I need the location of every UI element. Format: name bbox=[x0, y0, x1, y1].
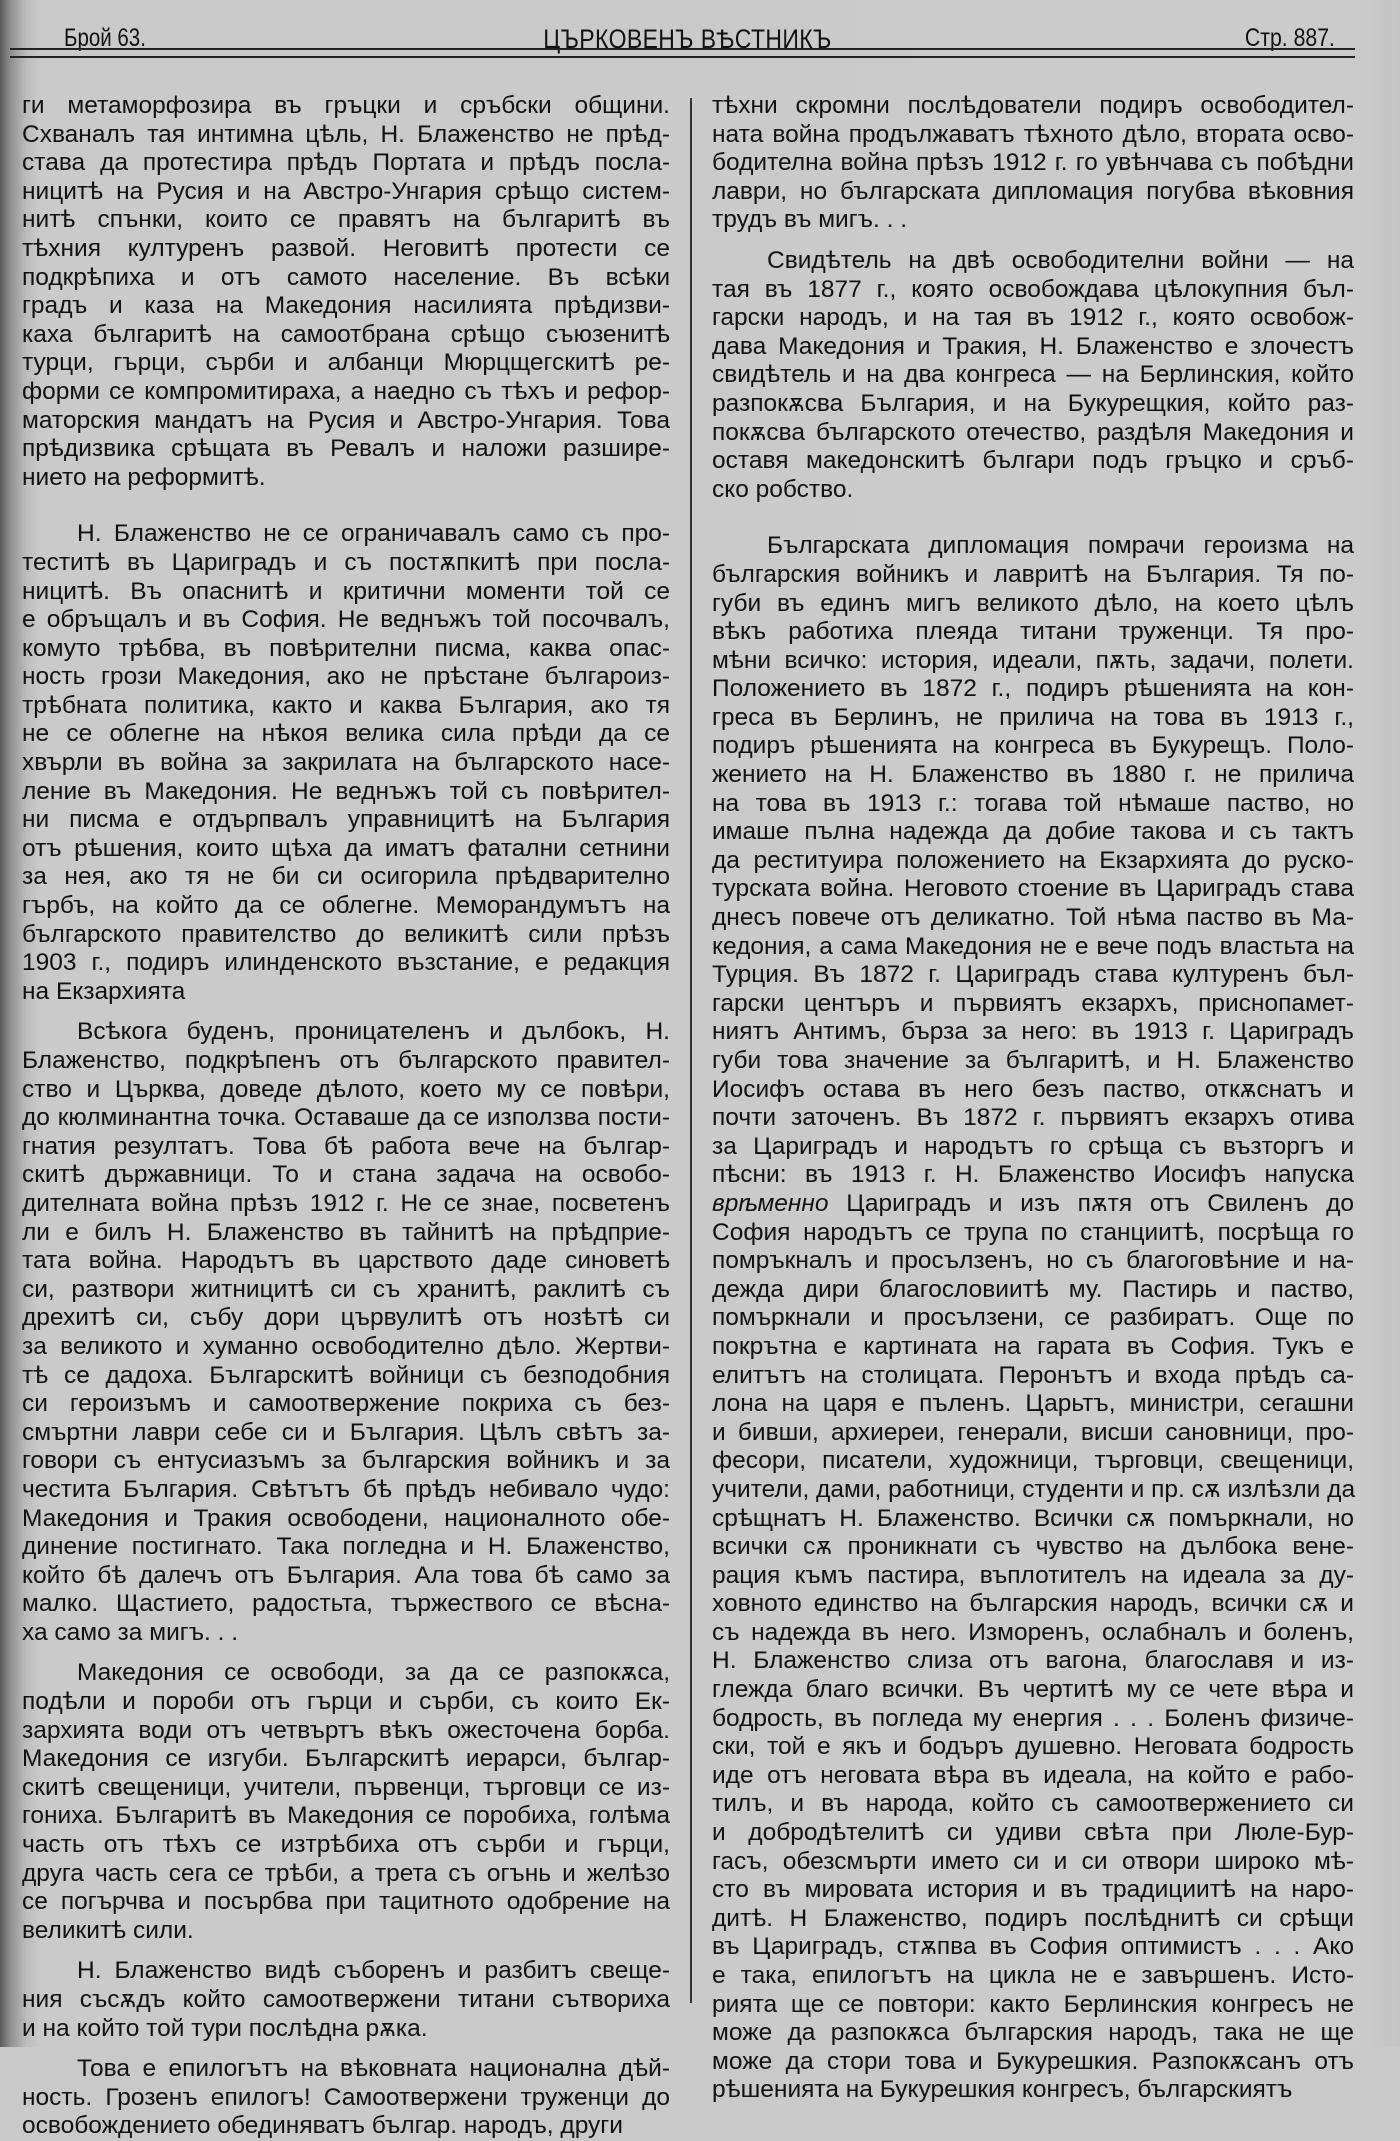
text-line: рията ще се повтори: както Берлинския конгресъ не bbox=[712, 1990, 1354, 2018]
text-line: пѣсни: въ 1913 г. Н. Блаженство Иосифъ напуска bbox=[712, 1161, 1354, 1189]
text-line: помръкналъ и просълзенъ, но съ благоговѣние и на- bbox=[712, 1247, 1354, 1275]
text-line: каха българитѣ на самоотбрана срѣщо съюзенитѣ bbox=[22, 320, 670, 348]
text-line: ство и Църква, доведе дѣлото, което му се повѣри, bbox=[22, 1075, 670, 1103]
text-line: Н. Блаженство не се ограничавалъ само съ про- bbox=[77, 520, 670, 548]
text-line: българския войникъ и лавритѣ на България. Тя по- bbox=[712, 560, 1354, 588]
text-line: тата война. Народътъ въ царството даде синоветѣ bbox=[22, 1247, 670, 1275]
text-line: може да разпокѫса българския народъ, така не ще bbox=[712, 2019, 1354, 2047]
text-line: съ надежда въ него. Изморенъ, ослабналъ и боленъ, bbox=[712, 1618, 1354, 1646]
text-line: Блаженство, подкрѣпенъ отъ българското правител- bbox=[22, 1047, 670, 1074]
text-line: зархията води отъ четвъртъ вѣкъ ожесточена борба. bbox=[22, 1716, 670, 1744]
right-column bbox=[712, 92, 1354, 2105]
text-line: Положението въ 1872 г., подиръ рѣшенията на кон- bbox=[712, 675, 1354, 703]
text-line: сто въ мировата история и въ традициитѣ на наро- bbox=[712, 1876, 1354, 1904]
text-line: Това е епилогътъ на вѣковната национална дѣй- bbox=[77, 2055, 670, 2083]
text-line: тилъ, и въ народа, който съ самоотвержението си bbox=[712, 1790, 1354, 1818]
text-line: учители, дами, работници, студенти и пр. сѫ излѣзли да bbox=[712, 1475, 1356, 1503]
text-line: гнатия резултатъ. Това бѣ работа вече на българ- bbox=[22, 1132, 670, 1160]
text-line: българското правителство до великитѣ сили прѣзъ bbox=[22, 920, 670, 948]
text-line: лаври, но българската дипломация погубва вѣковния bbox=[712, 177, 1354, 205]
text-line: кедония, а сама Македония не е вече подъ властьта на bbox=[712, 932, 1354, 960]
text-line: на Екзархията bbox=[22, 977, 186, 1005]
text-line: дежда дири благословиитѣ му. Пастирь и паство, bbox=[712, 1275, 1354, 1303]
text-line: форми се компромитираха, а наедно съ тѣхъ и рефор- bbox=[22, 377, 670, 405]
text-line: и бивши, архиереи, генерали, висши сановници, про- bbox=[712, 1418, 1354, 1446]
text-line: ско робство. bbox=[712, 475, 854, 503]
text-line: врѣменно Цариградъ и изъ пѫтя отъ Свиленъ до bbox=[712, 1189, 1354, 1217]
italic-word: врѣменно bbox=[712, 1189, 829, 1217]
text-line: хвърли въ война за закрилата на българското насе- bbox=[22, 749, 670, 777]
newspaper-title: ЦЪРКОВЕНЪ ВѢСТНИКЪ bbox=[543, 24, 832, 54]
text-line: комуто трѣбва, въ повѣрителни писма, каква опас- bbox=[22, 634, 670, 662]
text-line: за великото и хуманно освободително дѣло. Жертви- bbox=[22, 1332, 670, 1360]
text-line: говори съ ентусиазъмъ за българския войникъ и за bbox=[22, 1447, 670, 1475]
text-line: рѣшенията на Букурешкия конгресъ, българскиятъ bbox=[712, 2076, 1293, 2104]
text-line: ницитѣ. Въ опаснитѣ и критични моменти той се bbox=[22, 577, 670, 605]
text-line: който бѣ далечъ отъ България. Ала това бѣ само за bbox=[22, 1561, 670, 1589]
text-line: освобождението обединяватъ българ. народъ, други bbox=[22, 2112, 623, 2140]
text-line: скитѣ държавници. То и стана задача на освобо- bbox=[22, 1161, 670, 1189]
text-line: се погърчва и посърбва при тацитното одобрение на bbox=[22, 1888, 670, 1916]
text-line: дитѣ. Н Блаженство, подиръ послѣднитѣ си срѣщи bbox=[712, 1904, 1354, 1932]
text-line: ски, той е якъ и бодъръ душевно. Неговата бодрость bbox=[712, 1733, 1354, 1761]
text-line: Н. Блаженство видѣ съборенъ и разбитъ свеще- bbox=[77, 1957, 670, 1985]
paragraph bbox=[22, 2055, 670, 2141]
text-line: нитѣ спънки, които се правятъ на българитѣ въ bbox=[22, 206, 670, 234]
text-line: до кюлминантна точка. Оставаше да се използва пости- bbox=[22, 1104, 670, 1132]
text-line: Н. Блаженство слиза отъ вагона, благославя и из- bbox=[712, 1647, 1354, 1675]
text-line: дителната война прѣзъ 1912 г. Не се знае, посветенъ bbox=[22, 1189, 670, 1217]
text-line: честита България. Свѣтътъ бѣ прѣдъ небивало чудо: bbox=[22, 1475, 670, 1503]
text-line: ния съсѫдъ който самоотвержени титани сътвориха bbox=[22, 1986, 670, 2013]
text-line: трудъ въ мигъ. . . bbox=[712, 206, 908, 234]
text-line: дрехитѣ си, събу дори цървулитѣ отъ нозѣтѣ си bbox=[22, 1304, 670, 1332]
text-line: помъркнали и просълзени, се разбиратъ. Още по bbox=[712, 1304, 1354, 1332]
text-line: теститѣ въ Цариградъ и съ постѫпкитѣ при посла- bbox=[22, 548, 670, 576]
header-double-rule bbox=[10, 48, 1355, 58]
text-line: динение постигнато. Така погледна и Н. Блаженство, bbox=[22, 1533, 670, 1561]
text-line: гарски народъ, и на тая въ 1912 г., която освобож- bbox=[712, 304, 1354, 332]
paragraph bbox=[22, 1957, 670, 2043]
text-line: за Цариградъ и народътъ го срѣща съ възторгъ и bbox=[712, 1132, 1354, 1160]
text-line: ление въ Македония. Не веднъжъ той съ повѣрител- bbox=[22, 777, 670, 805]
text-line: ги метаморфозира въ гръцки и сръбски общини. bbox=[22, 92, 670, 119]
text-line: става да протестира прѣдъ Портата и прѣдъ посла- bbox=[22, 149, 670, 177]
text-line: ли е билъ Н. Блаженство въ тайнитѣ на прѣдприе- bbox=[22, 1218, 670, 1246]
text-line: тая въ 1877 г., която освобождава цѣлокупния бъл- bbox=[712, 275, 1354, 303]
paragraph bbox=[22, 1659, 670, 1945]
text-line: жението на Н. Блаженство въ 1880 г. не прилича bbox=[712, 761, 1354, 789]
text-line: Турция. Въ 1872 г. Цариградъ става културенъ бъл- bbox=[712, 961, 1354, 989]
text-line: отъ рѣшения, които щѣха да иматъ фатални сетнини bbox=[22, 834, 670, 862]
text-line: ни писма е отдърпвалъ управницитѣ на България bbox=[22, 806, 670, 834]
text-line: на това въ 1913 г.: тогава той нѣмаше паство, но bbox=[712, 789, 1354, 817]
text-line: София народътъ се трупа по станциитѣ, посрѣща го bbox=[712, 1218, 1354, 1246]
text-line: гасъ, обезсмърти името си и си отвори широко мѣ- bbox=[712, 1847, 1354, 1875]
text-line: смъртни лаври себе си и България. Цѣлъ свѣтъ за- bbox=[22, 1418, 670, 1446]
text-line: великитѣ сили. bbox=[22, 1916, 194, 1944]
text-line: прѣдизвика срѣщата въ Ревалъ и наложи разшире- bbox=[22, 435, 670, 463]
paragraph bbox=[712, 532, 1354, 2105]
text-line: Иосифъ остава въ него безъ паство, откѫснатъ и bbox=[712, 1075, 1354, 1103]
text-line: може да стори това и Букурешкия. Разпокѫсанъ отъ bbox=[712, 2047, 1354, 2075]
text-line: трѣбната политика, както и каква България, ако тя bbox=[22, 691, 670, 719]
text-line: и добродѣтелитѣ си удиви свѣта при Люле-Бур- bbox=[712, 1819, 1354, 1847]
text-line: да реституира положението на Екзархията до руско- bbox=[712, 846, 1354, 874]
text-line: тѣхни скромни послѣдователи подиръ освободител- bbox=[712, 92, 1354, 119]
text-line: фесори, писатели, художници, търговци, свещеници, bbox=[712, 1447, 1354, 1475]
text-line: 1903 г., подиръ илинденското възстание, е редакция bbox=[22, 949, 670, 977]
text-line: и на който той тури послѣдна рѫка. bbox=[22, 2014, 428, 2042]
text-line: срѣщнатъ Н. Блаженство. Всички сѫ помъркнали, но bbox=[712, 1504, 1354, 1532]
text-line: ниятъ Антимъ, бърза за него: въ 1913 г. Цариградъ bbox=[712, 1018, 1354, 1046]
text-line: губи въ единъ мигъ великото дѣло, на което цѣлъ bbox=[712, 589, 1354, 617]
text-line: дава Македония и Тракия, Н. Блаженство е злочестъ bbox=[712, 332, 1354, 360]
text-line: всички сѫ проникнати съ чувство на дълбока вене- bbox=[712, 1533, 1354, 1561]
text-line: Българската дипломация помрачи героизма на bbox=[767, 532, 1354, 560]
text-line: подиръ рѣшенията на конгреса въ Букурещъ. Поло- bbox=[712, 732, 1354, 760]
text-line: днесъ повече отъ деликатно. Той нѣма паство въ Ма- bbox=[712, 904, 1354, 932]
text-line: турци, гърци, сърби и албанци Мюрцщегскитѣ ре- bbox=[22, 349, 670, 377]
page-number: Стр. 887. bbox=[1244, 24, 1335, 52]
text-line: губи това значение за българитѣ, и Н. Блаженство bbox=[712, 1047, 1354, 1074]
text-line: е така, епилогътъ на цикла не е завършенъ. Исто- bbox=[712, 1962, 1354, 1989]
paragraph bbox=[22, 92, 670, 492]
text-line: ната война продължаватъ тѣхното дѣло, втората осво- bbox=[712, 120, 1354, 148]
text-line: разпокѫсва България, и на Букурещкия, който раз- bbox=[712, 389, 1354, 417]
text-line: Македония и Тракия освободени, националното обе- bbox=[22, 1504, 670, 1532]
text-line: елитътъ на столицата. Перонътъ и входа прѣдъ са- bbox=[712, 1361, 1354, 1389]
text-line: скитѣ свещеници, учители, първенци, търговци се из- bbox=[22, 1773, 670, 1801]
text-line: Македония се изгуби. Българскитѣ иерарси, българ- bbox=[22, 1745, 670, 1773]
text-line: иде отъ неговата вѣра въ идеала, на който е рабо- bbox=[712, 1761, 1354, 1789]
text-line: бодителна война прѣзъ 1912 г. го увѣнчава съ побѣдни bbox=[712, 149, 1354, 177]
paragraph bbox=[22, 1018, 670, 1647]
paragraph bbox=[22, 520, 670, 1006]
column-divider bbox=[690, 98, 692, 2003]
text-line: нието на реформитѣ. bbox=[22, 463, 266, 491]
text-line: ность. Грозенъ епилогъ! Самоотвержени труженци до bbox=[22, 2083, 670, 2111]
text-line: Свидѣтель на двѣ освободителни войни — на bbox=[767, 246, 1354, 274]
text-line: за нея, ако тя не би си осигорила прѣдварително bbox=[22, 863, 670, 891]
text-line: покѫсва българското отечество, раздѣля Македония и bbox=[712, 418, 1354, 446]
text-line: гониха. Българитѣ въ Македония се поробиха, голѣма bbox=[22, 1802, 670, 1830]
text-line: ха само за мигъ. . . bbox=[22, 1618, 239, 1646]
text-line: въ Цариградъ, стѫпва въ София оптимистъ . . . Ако bbox=[712, 1933, 1354, 1961]
text-line: е обръщалъ и въ София. Не веднъжъ той посочвалъ, bbox=[22, 606, 670, 634]
text-line: подкрѣпиха и отъ самото население. Въ всѣки bbox=[22, 263, 670, 291]
text-line: Македония се освободи, за да се разпокѫса, bbox=[77, 1659, 670, 1687]
text-line: почти заточенъ. Въ 1872 г. първиятъ екзархъ отива bbox=[712, 1104, 1354, 1132]
text-line: Всѣкога буденъ, проницателенъ и дълбокъ, Н. bbox=[77, 1018, 670, 1046]
text-line: глежда благо всички. Въ чертитѣ му се чете вѣра и bbox=[712, 1676, 1354, 1704]
text-line: гарски центъръ и първиятъ екзархъ, приснопамет- bbox=[712, 989, 1354, 1017]
text-line: подѣли и пороби отъ гърци и сърби, съ които Ек- bbox=[22, 1688, 670, 1716]
text-line: имаше пълна надежда да добие такова и съ тактъ bbox=[712, 818, 1354, 846]
text-line: мѣни всичко: история, идеали, пѫть, задачи, полети. bbox=[712, 646, 1354, 674]
text-line: малко. Щастието, радостьта, тържествого се вѣсна- bbox=[22, 1590, 670, 1618]
text-line: греса въ Берлинъ, не прилича на това въ 1913 г., bbox=[712, 703, 1354, 731]
left-column bbox=[22, 92, 670, 2141]
text-line: си героизъмъ и самоотвержение покриха съ без- bbox=[22, 1390, 670, 1418]
text-line: свидѣтель и на два конгреса — на Берлинския, който bbox=[712, 361, 1354, 389]
issue-number: Брой 63. bbox=[64, 24, 146, 52]
text-line: тѣхния културенъ развой. Неговитѣ протести се bbox=[22, 234, 670, 262]
text-line: ховното единство на българския народъ, всички сѫ и bbox=[712, 1590, 1354, 1618]
text-line: градъ и каза на Македония насилията прѣдизви- bbox=[22, 292, 670, 320]
text-line: друга часть сега се трѣби, а трета съ огънь и желѣзо bbox=[22, 1859, 670, 1887]
text-line: гърбъ, на който да се облегне. Меморандумътъ на bbox=[22, 892, 670, 920]
text-line: тѣ се дадоха. Българскитѣ войници съ безподобния bbox=[22, 1361, 670, 1389]
text-line: Схваналъ тая интимна цѣль, Н. Блаженство не прѣд- bbox=[22, 120, 670, 148]
text-line: турската война. Неговото стоение въ Цариградъ става bbox=[712, 875, 1354, 903]
paragraph bbox=[712, 92, 1354, 235]
text-line: не се облегне на нѣкоя велика сила прѣди да се bbox=[22, 720, 670, 748]
text-line: ность грози Македония, ако не прѣстане българоиз- bbox=[22, 663, 670, 691]
text-line: лона на царя е пъленъ. Царьтъ, министри, сегашни bbox=[712, 1390, 1354, 1418]
text-line: часть отъ тѣхъ се изтрѣбиха отъ сърби и гърци, bbox=[22, 1831, 670, 1859]
paragraph bbox=[712, 247, 1354, 504]
text-line: си, разтвори житницитѣ си съ хранитѣ, раклитѣ съ bbox=[22, 1275, 670, 1303]
text-line: маторския мандатъ на Русия и Австро-Унгария. Това bbox=[22, 406, 670, 434]
text-line: вѣкъ работиха плеяда титани труженци. Тя про- bbox=[712, 618, 1354, 646]
text-line: оставя македонскитѣ българи подъ гръцко и сръб- bbox=[712, 447, 1354, 475]
text-line: рация къмъ пастира, въплотителъ на идеала за ду- bbox=[712, 1561, 1354, 1589]
text-line: бодрость, въ погледа му енергия . . . Боленъ физиче- bbox=[712, 1704, 1354, 1732]
text-line: ницитѣ на Русия и на Австро-Унгария срѣщо систем- bbox=[22, 177, 670, 205]
text-line: покрътна е картината на гарата въ София. Тукъ е bbox=[712, 1332, 1354, 1360]
